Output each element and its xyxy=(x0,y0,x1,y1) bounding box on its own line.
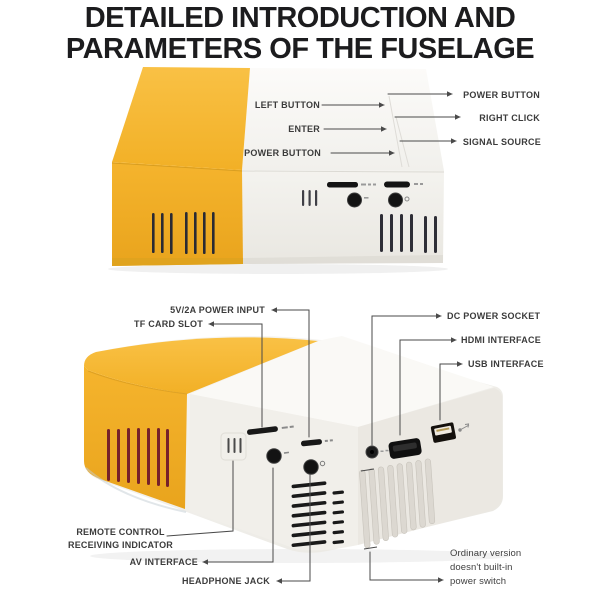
label-remote-control-indicator xyxy=(58,526,183,552)
label-remote-line2: RECEIVING INDICATOR xyxy=(68,540,173,550)
page-title-line2: PARAMETERS OF THE FUSELAGE xyxy=(65,33,535,65)
label-usb-interface: USB INTERFACE xyxy=(468,359,544,369)
label-right-click: RIGHT CLICK xyxy=(479,113,540,123)
note-line1: Ordinary version xyxy=(450,548,522,559)
page-title-line1: DETAILED INTRODUCTION AND xyxy=(84,2,516,34)
label-av-interface: AV INTERFACE xyxy=(129,557,198,567)
projector-back-view xyxy=(108,67,448,274)
tf-card-slot xyxy=(327,182,358,188)
label-headphone-jack: HEADPHONE JACK xyxy=(181,576,270,586)
av-jack xyxy=(267,449,281,463)
label-dc-power-socket: DC POWER SOCKET xyxy=(447,311,541,321)
note-line2: doesn't built-in xyxy=(450,562,513,573)
label-power-button-back: POWER BUTTON xyxy=(244,148,321,158)
headphone-jack xyxy=(389,193,403,207)
note-ordinary-version xyxy=(450,547,521,589)
top-face-yellow xyxy=(112,67,250,170)
headphone-jack xyxy=(304,460,318,474)
label-power-button-side: POWER BUTTON xyxy=(463,90,540,100)
label-remote-line1: REMOTE CONTROL xyxy=(76,527,165,537)
label-hdmi-interface: HDMI INTERFACE xyxy=(461,335,541,345)
label-signal-source: SIGNAL SOURCE xyxy=(462,137,541,147)
front-face-yellow xyxy=(112,162,243,266)
port-markings xyxy=(364,197,369,199)
shadow xyxy=(108,264,448,274)
av-jack xyxy=(348,193,362,207)
power-input-slot xyxy=(384,182,410,188)
dc-power-socket-pin xyxy=(370,450,374,454)
label-tf-card-slot: TF CARD SLOT xyxy=(134,319,203,329)
note-line3: power switch xyxy=(450,576,507,587)
port-markings xyxy=(361,184,376,186)
label-power-input: 5V/2A POWER INPUT xyxy=(170,305,265,315)
label-enter: ENTER xyxy=(288,124,320,134)
label-left-button: LEFT BUTTON xyxy=(254,100,320,110)
